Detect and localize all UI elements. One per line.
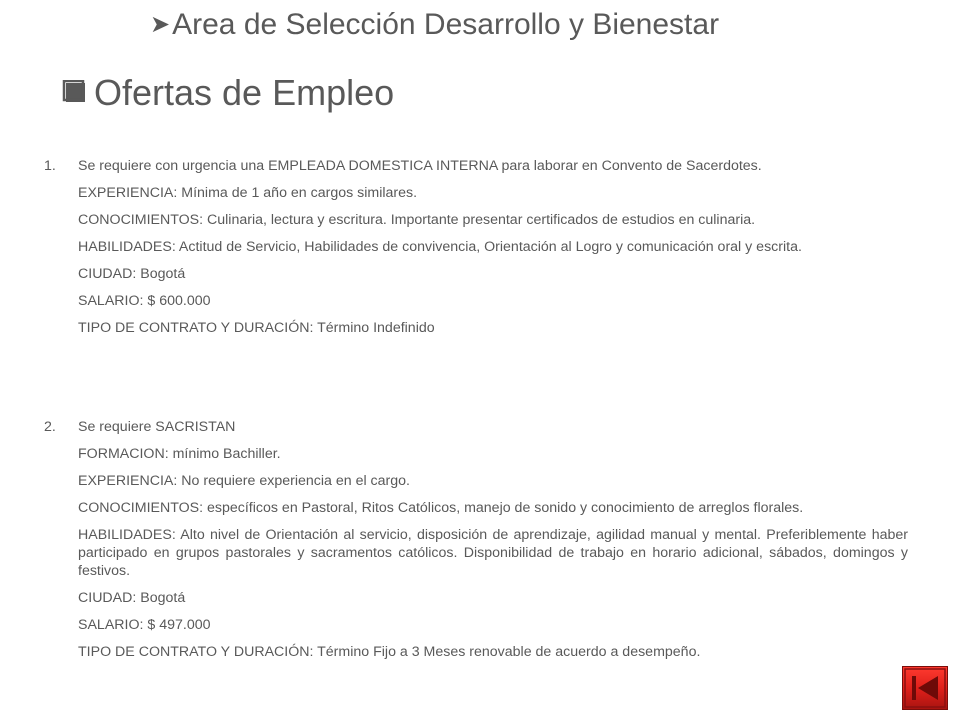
job-offer-1 (44, 157, 908, 346)
offer-line: CONOCIMIENTOS: específicos en Pastoral, Ritos Católicos, manejo de sonido y conocimiento de arreglos florales. (78, 500, 804, 516)
job-offer-2 (44, 418, 908, 670)
page-title-text: Ofertas de Empleo (94, 72, 395, 113)
offer-line: TIPO DE CONTRATO Y DURACIÓN: Término Indefinido (78, 320, 435, 336)
checkbox-bullet-icon (62, 80, 88, 106)
offer-line: HABILIDADES: Alto nivel de Orientación al servicio, disposición de aprendizaje, agilidad manual y mental. Preferiblemente haber participado en grupos pastorales y sacramentos católicos. Disponibilidad de trabajo en horario adicional, sábados, domingos y festivos. (78, 527, 908, 579)
offer-line: FORMACION: mínimo Bachiller. (78, 446, 281, 462)
offer-line: SALARIO: $ 600.000 (78, 293, 211, 309)
offer-number: 2. (44, 419, 56, 435)
offer-line: Se requiere SACRISTAN (78, 419, 236, 435)
offer-line: CIUDAD: Bogotá (78, 590, 186, 606)
back-to-start-icon (902, 666, 948, 710)
offer-line: TIPO DE CONTRATO Y DURACIÓN: Término Fijo a 3 Meses renovable de acuerdo a desempeño. (78, 644, 701, 660)
offer-line: HABILIDADES: Actitud de Servicio, Habilidades de convivencia, Orientación al Logro y comunicación oral y escrita. (78, 239, 802, 255)
page-title (62, 72, 394, 114)
arrow-bullet-icon: ➤ (150, 11, 171, 38)
back-to-start-button[interactable] (902, 666, 948, 710)
offer-line: Se requiere con urgencia una EMPLEADA DOMESTICA INTERNA para laborar en Convento de Sacerdotes. (78, 158, 762, 174)
offer-line: EXPERIENCIA: Mínima de 1 año en cargos similares. (78, 185, 418, 201)
section-title-text: Area de Selección Desarrollo y Bienestar (172, 8, 720, 41)
offer-line: SALARIO: $ 497.000 (78, 617, 211, 633)
offer-number: 1. (44, 158, 56, 174)
offer-line: EXPERIENCIA: No requiere experiencia en el cargo. (78, 473, 410, 489)
offer-line: CONOCIMIENTOS: Culinaria, lectura y escritura. Importante presentar certificados de estudios en culinaria. (78, 212, 756, 228)
offer-line: CIUDAD: Bogotá (78, 266, 186, 282)
section-title (150, 8, 719, 42)
